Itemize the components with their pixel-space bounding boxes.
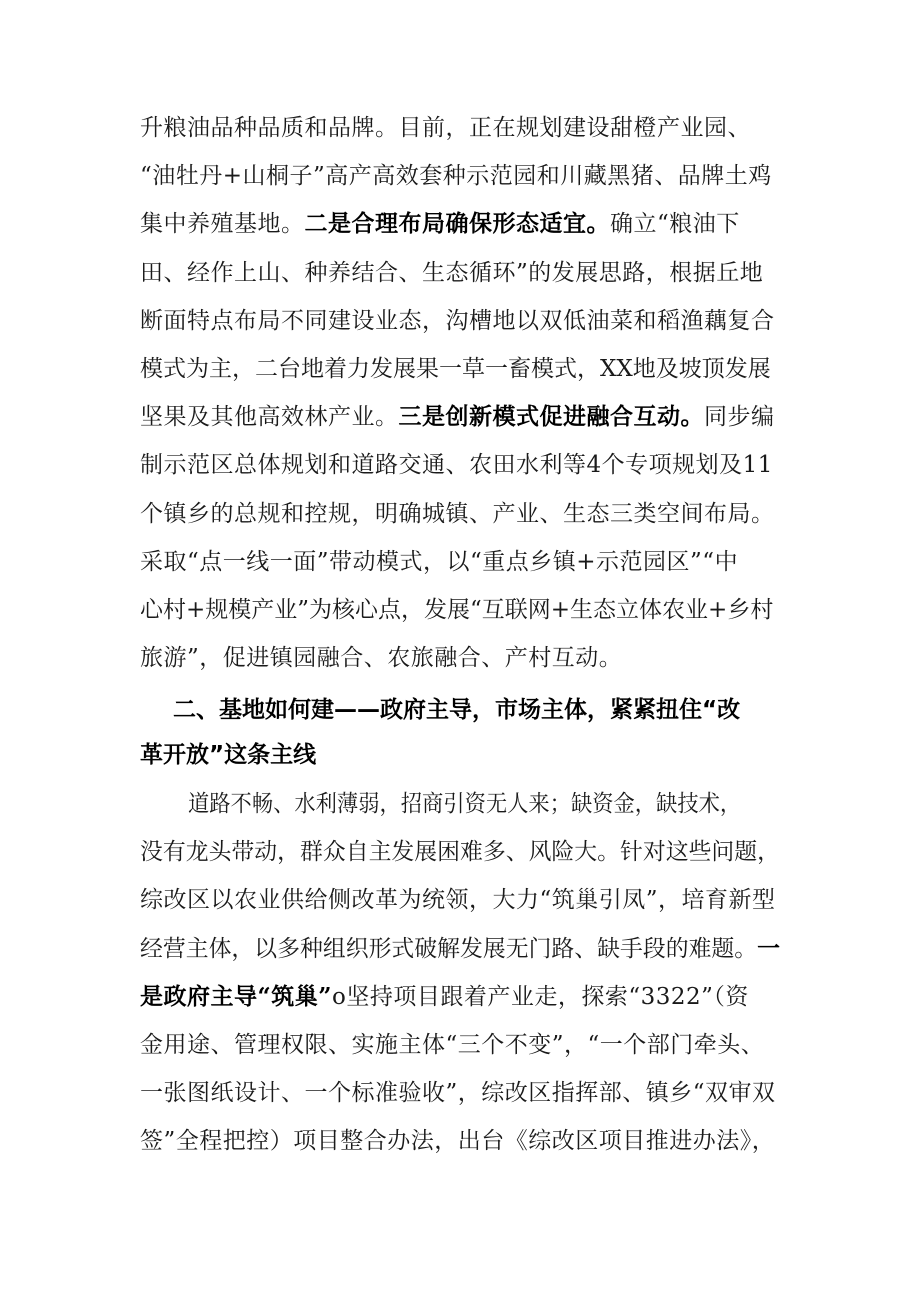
text-segment: 个镇乡的总规和控规，明确城镇、产业、生态三类空间布局。 xyxy=(140,500,775,527)
text-line xyxy=(140,401,780,433)
text-line xyxy=(140,112,780,144)
text-segment: 模式为主，二台地着力发展果一草一畜模式，XX地及坡顶发展 xyxy=(140,356,771,382)
text-line xyxy=(140,353,780,385)
bold-text-segment: 二是合理布局确保形态适宜。 xyxy=(304,210,610,238)
text-line xyxy=(140,981,780,1013)
text-line xyxy=(140,1125,780,1157)
text-line xyxy=(140,884,780,916)
text-line xyxy=(140,836,780,868)
text-line xyxy=(140,1029,780,1061)
text-segment: 采取“点一线一面”带动模式，以“重点乡镇+示范园区”“中 xyxy=(140,548,739,575)
text-line xyxy=(140,594,780,626)
text-line xyxy=(140,208,780,240)
text-segment: 没有龙头带动，群众自主发展困难多、风险大。针对这些问题， xyxy=(140,839,780,866)
text-line xyxy=(140,305,780,337)
text-segment: 升粮油品种品质和品牌。目前，正在规划建设甜橙产业园、 xyxy=(140,115,751,141)
text-segment: 经营主体，以多种组织形式破解发展无门路、缺手段的难题。 xyxy=(140,935,758,962)
text-segment: 签”全程把控）项目整合办法，出台《综改区项目推进办法》， xyxy=(140,1128,776,1155)
text-line xyxy=(140,257,780,289)
text-segment: 断面特点布局不同建设业态，沟槽地以双低油菜和稻渔藕复合 xyxy=(140,307,775,334)
heading-line-1: 二、基地如何建——政府主导，市场主体，紧紧扭住“改 xyxy=(173,697,741,723)
text-segment: 坚果及其他高效林产业。 xyxy=(140,404,399,431)
text-segment: o坚持项目跟着产业走，探索“3322”（资 xyxy=(331,983,749,1010)
text-segment: 金用途、管理权限、实施主体“三个不变”，“一个部门牵头、 xyxy=(140,1032,765,1058)
text-segment: 田、经作上山、种养结合、生态循环”的发展思路，根据丘地 xyxy=(140,259,764,286)
text-segment: 确立“粮油下 xyxy=(610,211,740,238)
bold-text-segment: 三是创新模式促进融合互动。 xyxy=(398,403,704,431)
text-segment: “油牡丹+山桐子”高产高效套种示范园和川藏黑猪、品牌土鸡 xyxy=(140,163,772,190)
text-line xyxy=(140,449,780,481)
bold-text-segment: 是政府主导“筑巢” xyxy=(140,982,332,1010)
text-segment: 制示范区总体规划和道路交通、农田水利等4个专项规划及11 xyxy=(140,452,773,479)
text-line xyxy=(140,1077,780,1109)
text-segment: 心村+规模产业”为核心点，发展“互联网+生态立体农业+乡村 xyxy=(140,597,774,623)
text-line xyxy=(188,788,780,820)
text-segment: 集中养殖基地。 xyxy=(140,211,305,238)
text-segment: 旅游”，促进镇园融合、农旅融合、产村互动。 xyxy=(140,645,623,672)
text-segment: 道路不畅、水利薄弱，招商引资无人来；缺资金，缺技术， xyxy=(188,791,742,817)
text-line xyxy=(140,546,780,578)
text-line xyxy=(140,642,780,674)
text-line xyxy=(140,498,780,530)
bold-text-segment: 一 xyxy=(757,934,780,962)
text-segment: 综改区以农业供给侧改革为统领，大力“筑巢引凤”，培育新型 xyxy=(140,887,776,914)
text-line xyxy=(140,933,780,965)
text-segment: 一张图纸设计、一个标准验收”，综改区指挥部、镇乡“双审双 xyxy=(140,1080,776,1107)
text-segment: 同步编 xyxy=(704,404,775,431)
text-line xyxy=(140,160,780,192)
heading-line-2: 革开放”这条主线 xyxy=(140,742,317,768)
